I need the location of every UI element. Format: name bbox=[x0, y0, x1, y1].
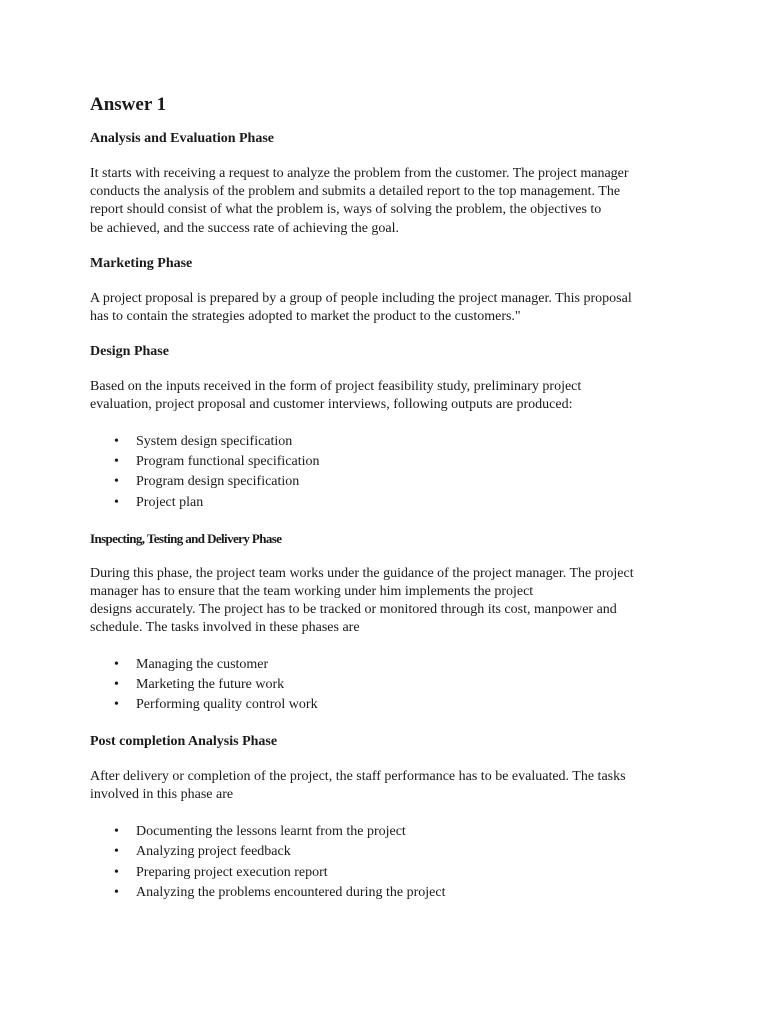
list-item bbox=[90, 822, 690, 842]
paragraph-line: designs accurately. The project has to be tracked or monitored through its cost, manpower and bbox=[90, 602, 617, 618]
paragraph-line: schedule. The tasks involved in these phases are bbox=[90, 620, 360, 636]
paragraph-line: It starts with receiving a request to analyze the problem from the customer. The project manager bbox=[90, 166, 629, 181]
list-item bbox=[90, 655, 690, 675]
bullet-icon: • bbox=[114, 494, 119, 510]
bullet-icon: • bbox=[114, 453, 119, 469]
paragraph-inspecting bbox=[90, 565, 690, 638]
paragraph-line: involved in this phase are bbox=[90, 786, 234, 802]
section-heading-post-completion: Post completion Analysis Phase bbox=[90, 733, 278, 749]
list-item bbox=[90, 472, 690, 492]
list-item-text: Program design specification bbox=[136, 474, 300, 490]
list-item-text: Project plan bbox=[136, 494, 204, 510]
paragraph-line: evaluation, project proposal and customer interviews, following outputs are produced: bbox=[90, 397, 573, 413]
bullet-icon: • bbox=[114, 884, 119, 900]
list-item-text: System design specification bbox=[136, 433, 293, 449]
bullet-icon: • bbox=[114, 676, 119, 692]
section-heading-inspecting: Inspecting, Testing and Delivery Phase bbox=[90, 530, 282, 546]
paragraph-line: be achieved, and the success rate of achieving the goal. bbox=[90, 220, 400, 236]
bullet-list-post-completion bbox=[90, 822, 690, 903]
bullet-icon: • bbox=[114, 697, 119, 713]
list-item-text: Analyzing project feedback bbox=[136, 844, 291, 860]
list-item-text: Program functional specification bbox=[136, 453, 320, 469]
paragraph-design bbox=[90, 378, 690, 414]
paragraph-line: Based on the inputs received in the form of project feasibility study, preliminary project bbox=[90, 379, 582, 395]
bullet-icon: • bbox=[114, 823, 119, 839]
list-item bbox=[90, 842, 690, 862]
bullet-icon: • bbox=[114, 844, 119, 860]
paragraph-marketing bbox=[90, 290, 690, 326]
paragraph-line: manager has to ensure that the team working under him implements the project bbox=[90, 584, 534, 600]
paragraph-line: report should consist of what the problem is, ways of solving the problem, the objectives to bbox=[90, 202, 602, 218]
list-item bbox=[90, 695, 690, 715]
bullet-list-inspecting bbox=[90, 655, 690, 716]
bullet-icon: • bbox=[114, 864, 119, 880]
bullet-icon: • bbox=[114, 433, 119, 449]
document-page bbox=[90, 92, 690, 903]
section-heading-marketing: Marketing Phase bbox=[90, 255, 193, 271]
list-item bbox=[90, 883, 690, 903]
list-item bbox=[90, 432, 690, 452]
list-item-text: Managing the customer bbox=[136, 656, 269, 672]
list-item-text: Marketing the future work bbox=[136, 676, 285, 692]
list-item-text: Performing quality control work bbox=[136, 697, 318, 713]
list-item-text: Preparing project execution report bbox=[136, 864, 328, 880]
page-title: Answer 1 bbox=[90, 94, 167, 115]
list-item bbox=[90, 493, 690, 513]
paragraph-line: A project proposal is prepared by a group of people including the project manager. This proposal bbox=[90, 290, 632, 306]
bullet-icon: • bbox=[114, 656, 119, 672]
section-heading-design: Design Phase bbox=[90, 344, 169, 360]
list-item-text: Documenting the lessons learnt from the project bbox=[136, 823, 406, 839]
paragraph-line: has to contain the strategies adopted to market the product to the customers." bbox=[90, 309, 521, 325]
list-item bbox=[90, 863, 690, 883]
paragraph-analysis bbox=[90, 165, 690, 238]
section-heading-analysis: Analysis and Evaluation Phase bbox=[90, 131, 274, 146]
paragraph-line: conducts the analysis of the problem and submits a detailed report to the top management. The bbox=[90, 184, 621, 200]
bullet-icon: • bbox=[114, 474, 119, 490]
bullet-list-design bbox=[90, 432, 690, 513]
paragraph-line: During this phase, the project team works under the guidance of the project manager. The project bbox=[90, 565, 634, 581]
list-item bbox=[90, 675, 690, 695]
list-item bbox=[90, 452, 690, 472]
paragraph-post-completion bbox=[90, 768, 690, 804]
list-item-text: Analyzing the problems encountered during the project bbox=[136, 884, 446, 900]
paragraph-line: After delivery or completion of the project, the staff performance has to be evaluated. The tasks bbox=[90, 768, 626, 784]
